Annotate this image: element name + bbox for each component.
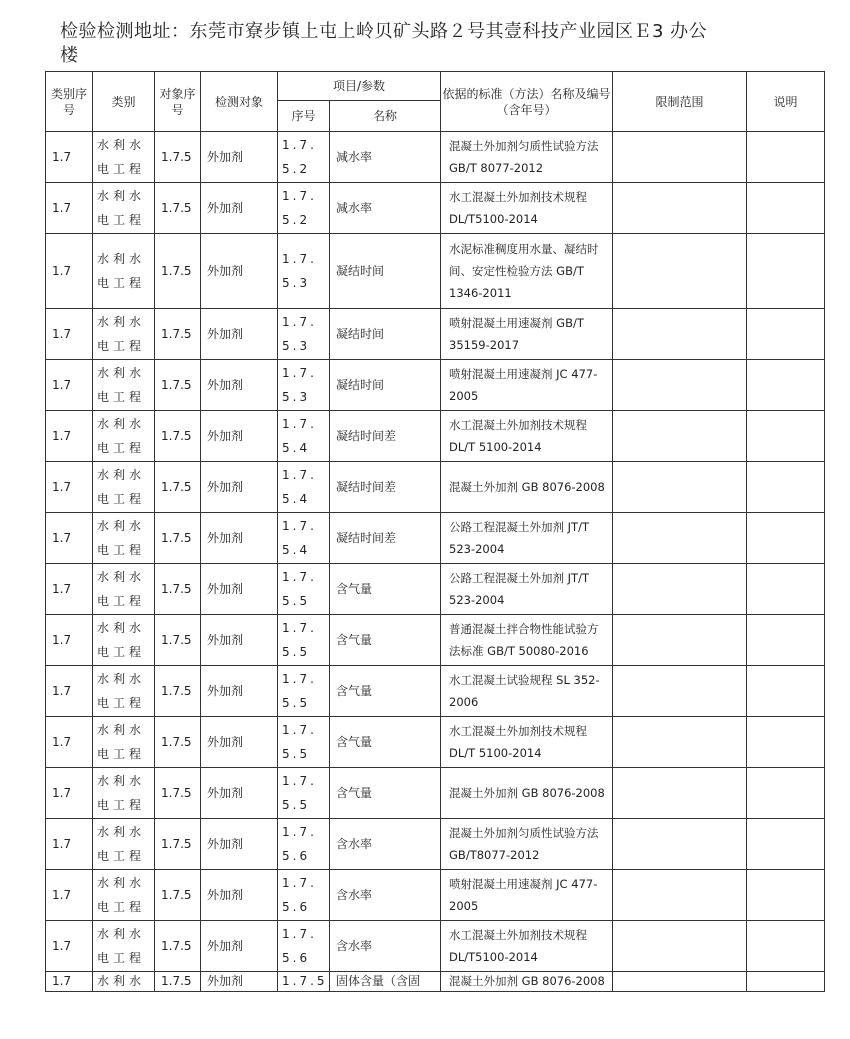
header-object-seq: 对象序号 [155, 72, 201, 132]
cell-object: 外加剂 [201, 819, 278, 870]
table-row [46, 615, 825, 666]
header-item-seq: 序号 [278, 101, 330, 132]
cell-item-seq: 1.7.5.4 [278, 513, 330, 564]
cell-category-seq: 1.7 [46, 411, 93, 462]
cell-item-name: 含气量 [330, 666, 441, 717]
cell-note [747, 462, 825, 513]
table-row [46, 462, 825, 513]
cell-category-seq: 1.7 [46, 717, 93, 768]
cell-standard: 水工混凝土外加剂技术规程 DL/T 5100-2014 [441, 411, 613, 462]
cell-standard: 公路工程混凝土外加剂 JT/T 523-2004 [441, 564, 613, 615]
header-category-seq: 类别序号 [46, 72, 93, 132]
cell-category: 水利水电工程 [93, 615, 155, 666]
header-object: 检测对象 [201, 72, 278, 132]
cell-object: 外加剂 [201, 870, 278, 921]
cell-standard: 水工混凝土试验规程 SL 352-2006 [441, 666, 613, 717]
cell-note [747, 411, 825, 462]
title-line-2: 楼 [60, 45, 79, 66]
cell-limit [613, 183, 747, 234]
cell-limit [613, 768, 747, 819]
table-row-partial [46, 972, 825, 992]
cell-limit [613, 234, 747, 309]
cell-note [747, 183, 825, 234]
cell-category-seq: 1.7 [46, 870, 93, 921]
cell-limit [613, 666, 747, 717]
cell-limit [613, 615, 747, 666]
page-title [60, 20, 780, 68]
cell-note [747, 513, 825, 564]
cell-category-seq: 1.7 [46, 921, 93, 972]
cell-item-name: 减水率 [330, 132, 441, 183]
cell-category: 水利水电工程 [93, 564, 155, 615]
cell-category-seq: 1.7 [46, 768, 93, 819]
cell-item-seq: 1.7.5.6 [278, 921, 330, 972]
cell-object-seq: 1.7.5 [155, 564, 201, 615]
cell-standard: 喷射混凝土用速凝剂 JC 477-2005 [441, 870, 613, 921]
cell-item-seq: 1.7.5.5 [278, 564, 330, 615]
cell-note [747, 819, 825, 870]
cell-category-seq: 1.7 [46, 513, 93, 564]
cell-note [747, 768, 825, 819]
cell-object-seq: 1.7.5 [155, 234, 201, 309]
cell-item-name: 凝结时间差 [330, 411, 441, 462]
cell-item-seq: 1.7.5.6 [278, 819, 330, 870]
cell-note [747, 309, 825, 360]
cell-object: 外加剂 [201, 768, 278, 819]
cell-category: 水利水电工程 [93, 513, 155, 564]
cell-limit [613, 132, 747, 183]
header-item-name: 名称 [330, 101, 441, 132]
cell-item-seq: 1.7.5.3 [278, 234, 330, 309]
cell-item-seq: 1.7.5.6 [278, 870, 330, 921]
table-row [46, 870, 825, 921]
cell-item-name: 减水率 [330, 183, 441, 234]
table-row [46, 564, 825, 615]
header-limit: 限制范围 [613, 72, 747, 132]
cell-note [747, 972, 825, 992]
cell-object-seq: 1.7.5 [155, 819, 201, 870]
cell-category: 水利水 [93, 972, 155, 992]
cell-limit [613, 411, 747, 462]
cell-note [747, 717, 825, 768]
table-row [46, 360, 825, 411]
cell-limit [613, 717, 747, 768]
cell-object-seq: 1.7.5 [155, 666, 201, 717]
cell-object-seq: 1.7.5 [155, 615, 201, 666]
cell-object: 外加剂 [201, 564, 278, 615]
cell-category-seq: 1.7 [46, 666, 93, 717]
cell-item-seq: 1.7.5.3 [278, 360, 330, 411]
cell-limit [613, 309, 747, 360]
cell-item-name: 凝结时间差 [330, 462, 441, 513]
cell-object-seq: 1.7.5 [155, 132, 201, 183]
cell-standard: 水工混凝土外加剂技术规程 DL/T5100-2014 [441, 921, 613, 972]
header-standard: 依据的标准（方法）名称及编号（含年号） [441, 72, 613, 132]
cell-item-seq: 1.7.5.2 [278, 132, 330, 183]
cell-note [747, 666, 825, 717]
cell-category-seq: 1.7 [46, 972, 93, 992]
cell-object: 外加剂 [201, 411, 278, 462]
table-row [46, 666, 825, 717]
cell-object: 外加剂 [201, 183, 278, 234]
table-row [46, 411, 825, 462]
cell-object-seq: 1.7.5 [155, 717, 201, 768]
table-row [46, 132, 825, 183]
cell-standard: 水工混凝土外加剂技术规程 DL/T 5100-2014 [441, 717, 613, 768]
cell-category: 水利水电工程 [93, 768, 155, 819]
cell-object-seq: 1.7.5 [155, 870, 201, 921]
cell-object-seq: 1.7.5 [155, 462, 201, 513]
cell-item-name: 凝结时间 [330, 234, 441, 309]
cell-object: 外加剂 [201, 132, 278, 183]
cell-category: 水利水电工程 [93, 132, 155, 183]
cell-category: 水利水电工程 [93, 819, 155, 870]
cell-standard: 喷射混凝土用速凝剂 JC 477-2005 [441, 360, 613, 411]
cell-category: 水利水电工程 [93, 921, 155, 972]
cell-limit [613, 564, 747, 615]
cell-category: 水利水电工程 [93, 462, 155, 513]
cell-category-seq: 1.7 [46, 462, 93, 513]
table-row [46, 309, 825, 360]
cell-note [747, 921, 825, 972]
header-note: 说明 [747, 72, 825, 132]
cell-item-name: 凝结时间差 [330, 513, 441, 564]
cell-category-seq: 1.7 [46, 819, 93, 870]
cell-category: 水利水电工程 [93, 309, 155, 360]
cell-object-seq: 1.7.5 [155, 309, 201, 360]
cell-limit [613, 870, 747, 921]
cell-object-seq: 1.7.5 [155, 411, 201, 462]
cell-category-seq: 1.7 [46, 234, 93, 309]
cell-item-seq: 1.7.5.4 [278, 411, 330, 462]
cell-object-seq: 1.7.5 [155, 972, 201, 992]
cell-object: 外加剂 [201, 921, 278, 972]
cell-item-name: 凝结时间 [330, 360, 441, 411]
cell-object: 外加剂 [201, 360, 278, 411]
cell-object: 外加剂 [201, 615, 278, 666]
cell-object: 外加剂 [201, 309, 278, 360]
cell-limit [613, 513, 747, 564]
table-row [46, 717, 825, 768]
cell-category-seq: 1.7 [46, 132, 93, 183]
cell-category-seq: 1.7 [46, 309, 93, 360]
cell-standard: 公路工程混凝土外加剂 JT/T 523-2004 [441, 513, 613, 564]
cell-note [747, 870, 825, 921]
cell-standard: 普通混凝土拌合物性能试验方法标准 GB/T 50080-2016 [441, 615, 613, 666]
cell-object: 外加剂 [201, 513, 278, 564]
cell-object-seq: 1.7.5 [155, 360, 201, 411]
cell-category-seq: 1.7 [46, 360, 93, 411]
cell-item-name: 固体含量（含固 [330, 972, 441, 992]
cell-category: 水利水电工程 [93, 870, 155, 921]
cell-standard: 混凝土外加剂 GB 8076-2008 [441, 768, 613, 819]
cell-note [747, 360, 825, 411]
cell-object: 外加剂 [201, 666, 278, 717]
cell-category: 水利水电工程 [93, 666, 155, 717]
header-category: 类别 [93, 72, 155, 132]
table-row [46, 768, 825, 819]
cell-item-name: 含水率 [330, 921, 441, 972]
cell-object: 外加剂 [201, 462, 278, 513]
table-row [46, 819, 825, 870]
table-row [46, 513, 825, 564]
cell-limit [613, 462, 747, 513]
cell-object-seq: 1.7.5 [155, 183, 201, 234]
cell-object: 外加剂 [201, 234, 278, 309]
cell-category: 水利水电工程 [93, 183, 155, 234]
cell-limit [613, 360, 747, 411]
title-line-1: 检验检测地址：东莞市寮步镇上屯上岭贝矿头路２号其壹科技产业园区Ｅ3 办公 [60, 21, 708, 42]
cell-standard: 混凝土外加剂匀质性试验方法 GB/T 8077-2012 [441, 132, 613, 183]
cell-standard: 喷射混凝土用速凝剂 GB/T 35159-2017 [441, 309, 613, 360]
cell-item-seq: 1.7.5.5 [278, 615, 330, 666]
cell-standard: 水泥标准稠度用水量、凝结时间、安定性检验方法 GB/T 1346-2011 [441, 234, 613, 309]
cell-item-seq: 1.7.5.5 [278, 768, 330, 819]
cell-category: 水利水电工程 [93, 411, 155, 462]
cell-standard: 水工混凝土外加剂技术规程 DL/T5100-2014 [441, 183, 613, 234]
cell-limit [613, 921, 747, 972]
cell-note [747, 234, 825, 309]
cell-item-name: 含气量 [330, 717, 441, 768]
cell-standard: 混凝土外加剂 GB 8076-2008 [441, 972, 613, 992]
table-row [46, 921, 825, 972]
cell-note [747, 132, 825, 183]
cell-object: 外加剂 [201, 717, 278, 768]
cell-item-seq: 1.7.5.4 [278, 462, 330, 513]
cell-item-name: 含气量 [330, 615, 441, 666]
capability-table [45, 71, 825, 992]
cell-item-name: 含水率 [330, 870, 441, 921]
cell-object-seq: 1.7.5 [155, 921, 201, 972]
cell-item-seq: 1.7.5.5 [278, 666, 330, 717]
cell-standard: 混凝土外加剂 GB 8076-2008 [441, 462, 613, 513]
cell-item-name: 含气量 [330, 564, 441, 615]
cell-category-seq: 1.7 [46, 615, 93, 666]
cell-note [747, 564, 825, 615]
cell-category-seq: 1.7 [46, 564, 93, 615]
cell-category: 水利水电工程 [93, 717, 155, 768]
header-item-group: 项目/参数 [278, 72, 441, 101]
cell-category: 水利水电工程 [93, 360, 155, 411]
cell-limit [613, 819, 747, 870]
cell-item-seq: 1.7.5.5 [278, 717, 330, 768]
cell-item-name: 凝结时间 [330, 309, 441, 360]
cell-item-name: 含气量 [330, 768, 441, 819]
cell-object-seq: 1.7.5 [155, 513, 201, 564]
cell-item-seq: 1.7.5.3 [278, 309, 330, 360]
cell-item-seq: 1.7.5 [278, 972, 330, 992]
cell-category: 水利水电工程 [93, 234, 155, 309]
cell-limit [613, 972, 747, 992]
cell-item-name: 含水率 [330, 819, 441, 870]
cell-category-seq: 1.7 [46, 183, 93, 234]
cell-object: 外加剂 [201, 972, 278, 992]
cell-note [747, 615, 825, 666]
table-row [46, 234, 825, 309]
table-row [46, 183, 825, 234]
cell-object-seq: 1.7.5 [155, 768, 201, 819]
cell-item-seq: 1.7.5.2 [278, 183, 330, 234]
cell-standard: 混凝土外加剂匀质性试验方法 GB/T8077-2012 [441, 819, 613, 870]
